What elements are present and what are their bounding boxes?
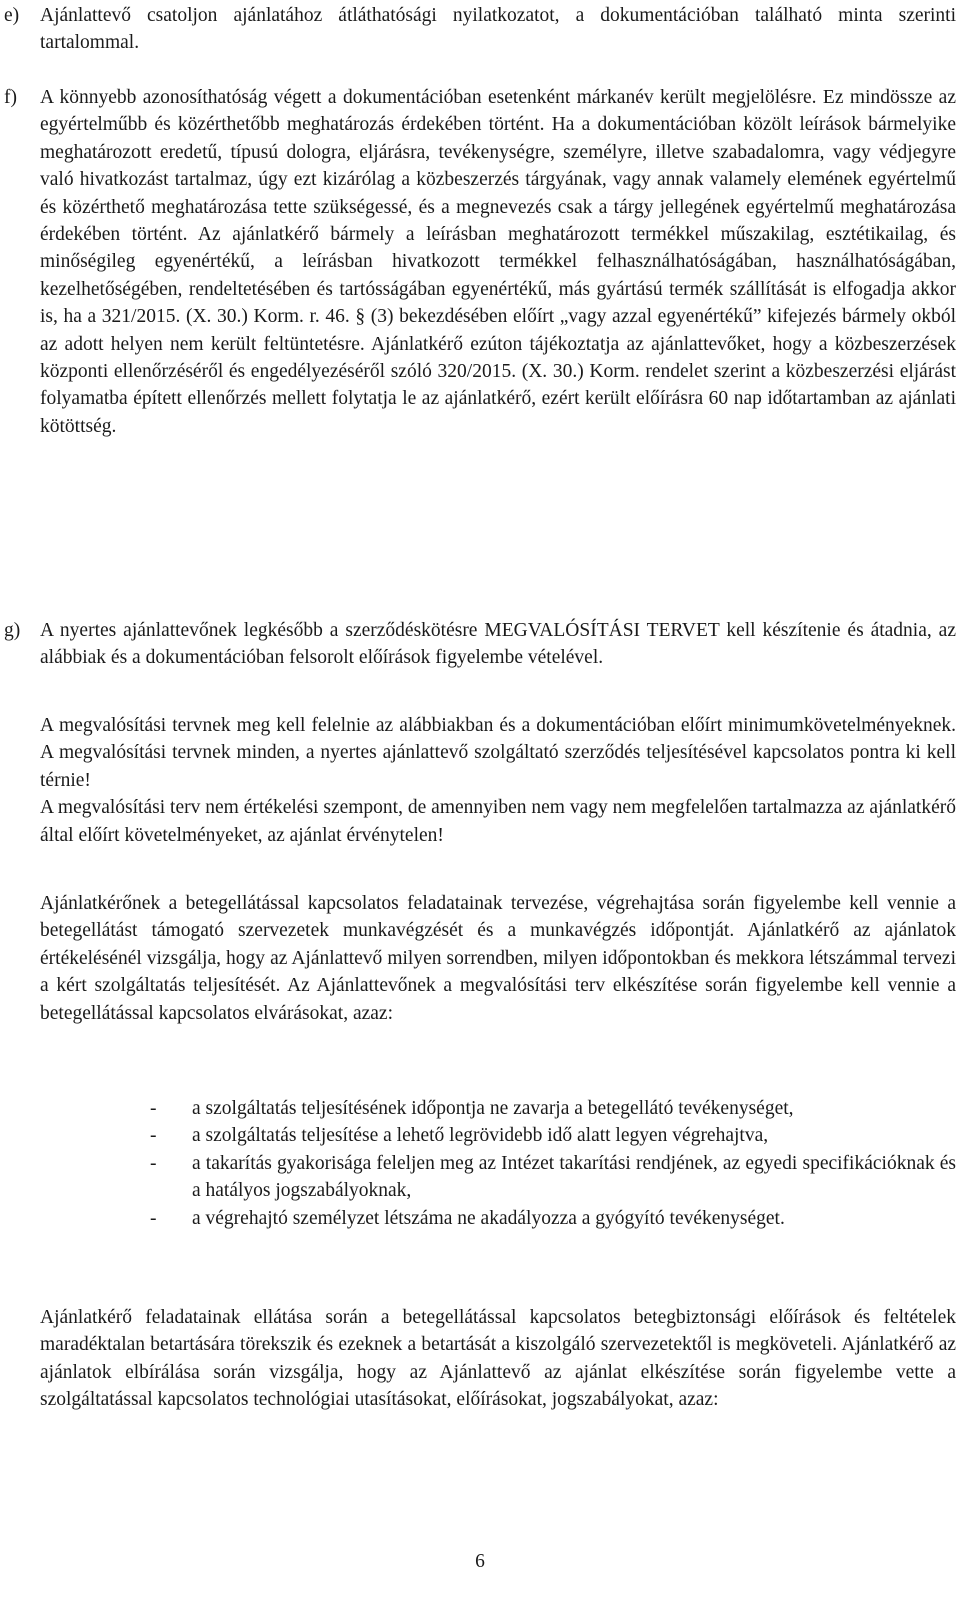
item-marker: f)	[4, 87, 17, 108]
item-text: A nyertes ajánlattevőnek legkésőbb a szerződéskötésre MEGVALÓSÍTÁSI TERVET kell készítenie és átadnia, az alábbiak és a dokumentációban felsorolt előírások figyelembe vételével.	[40, 620, 956, 669]
paragraph-patient-care	[40, 890, 956, 1027]
page-number: 6	[475, 1551, 485, 1572]
list-item-text: a szolgáltatás teljesítésének időpontja ne zavarja a betegellátó tevékenységet,	[192, 1098, 794, 1119]
paragraph-text: Ajánlatkérő feladatainak ellátása során a betegellátással kapcsolatos betegbiztonsági előírások és feltételek maradéktalan betartására törekszik és ezeknek a betartását a kiszolgáló szervezetektől is megköveteli. Ajánlatkérő az ajánlatok elbírálása során vizsgálja, hogy az Ajánlattevő az ajánlat elkészítése során figyelembe vette a szolgáltatással kapcsolatos technológiai utasításokat, előírásokat, jogszabályokat, azaz:	[40, 1307, 956, 1411]
dash-marker: -	[150, 1125, 157, 1147]
item-text: A könnyebb azonosíthatóság végett a dokumentációban esetenként márkanév került megjelölésre. Ez mindössze az egyértelműbb és közérthetőbb meghatározás érdekében történt. Ha a dokumentációban közölt leírások bármelyike meghatározott eredetű, típusú dologra, eljárásra, tevékenységre, személyre, illetve szabadalomra, vagy védjegyre való hivatkozást tartalmaz, úgy ezt kizárólag a közbeszerzés tárgyának, vagy annak valamely elemének egyértelmű és közérthető meghatározása tette szükségessé, és a megnevezés csak a tárgy jellegének egyértelmű meghatározása érdekében történt. Az ajánlatkérő bármely a leírásban meghatározott termékkel műszakilag, esztétikailag, és minőségileg egyenértékű, a leírásban hivatkozott termékkel felhasználhatóságában, használhatóságában, kezelhetőségében, rendeltetésében és tartósságában egyenértékű, más gyártású termék szállítását is elfogadja akkor is, ha a 321/2015. (X. 30.) Korm. r. 46. § (3) bekezdésében előírt „vagy azzal egyenértékű” kifejezés bármely okból az adott helyen nem került feltüntetésre. Ajánlatkérő ezúton tájékoztatja az ajánlattevőket, hogy a közbeszerzések központi ellenőrzéséről és engedélyezéséről szóló 320/2015. (X. 30.) Korm. rendelet szerint a közbeszerzési eljárást folyamatba épített ellenőrzés mellett folytatja le az ajánlatkérő, ezért került előírásra 60 nap időtartamban az ajánlati kötöttség.	[40, 87, 956, 437]
list-item-text: a végrehajtó személyzet létszáma ne akadályozza a gyógyító tevékenységet.	[192, 1207, 785, 1229]
list-item-f	[4, 84, 956, 440]
item-marker: e)	[4, 5, 20, 26]
list-item-g	[4, 617, 956, 672]
paragraph-line: A megvalósítási terv nem értékelési szempont, de amennyiben nem vagy nem megfelelően tartalmazza az ajánlatkérő által előírt követelményeket, az ajánlat érvénytelen!	[40, 797, 956, 846]
dash-marker: -	[150, 1152, 157, 1174]
list-item	[150, 1150, 956, 1205]
item-text: Ajánlattevő csatoljon ajánlatához átláthatósági nyilatkozatot, a dokumentációban található minta szerinti tartalommal.	[40, 5, 956, 54]
list-item	[150, 1122, 956, 1149]
paragraph-line: A megvalósítási tervnek meg kell felelnie az alábbiakban és a dokumentációban előírt minimumkövetelményeknek. A megvalósítási tervnek minden, a nyertes ajánlattevő szolgáltató szerződés teljesítésével kapcsolatos pontra ki kell térnie!	[40, 715, 956, 791]
list-item-text: a szolgáltatás teljesítése a lehető legrövidebb idő alatt legyen végrehajtva,	[192, 1125, 769, 1147]
paragraph-text: Ajánlatkérőnek a betegellátással kapcsolatos feladatainak tervezése, végrehajtása során figyelembe kell vennie a betegellátást támogató szervezetek munkavégzését és a munkavégzés időpontját. Ajánlatkérő az ajánlatok értékelésénél vizsgálja, hogy az Ajánlattevő milyen sorrendben, milyen időpontokban és mekkora létszámmal tervezi a kért szolgáltatás teljesítését. Az Ajánlattevőnek a megvalósítási terv elkészítése során figyelembe kell vennie a betegellátással kapcsolatos elvárásokat, azaz:	[40, 893, 956, 1024]
list-item	[150, 1095, 956, 1122]
requirements-list	[150, 1095, 956, 1232]
dash-marker: -	[150, 1207, 157, 1229]
dash-marker: -	[150, 1098, 157, 1119]
paragraph-implementation-plan	[40, 712, 956, 849]
paragraph-patient-safety	[40, 1304, 956, 1414]
item-marker: g)	[4, 620, 21, 641]
list-item-text: a takarítás gyakorisága feleljen meg az Intézet takarítási rendjének, az egyedi specifikációknak és a hatályos jogszabályoknak,	[192, 1152, 956, 1202]
list-item-e	[4, 2, 956, 57]
list-item	[150, 1205, 956, 1232]
